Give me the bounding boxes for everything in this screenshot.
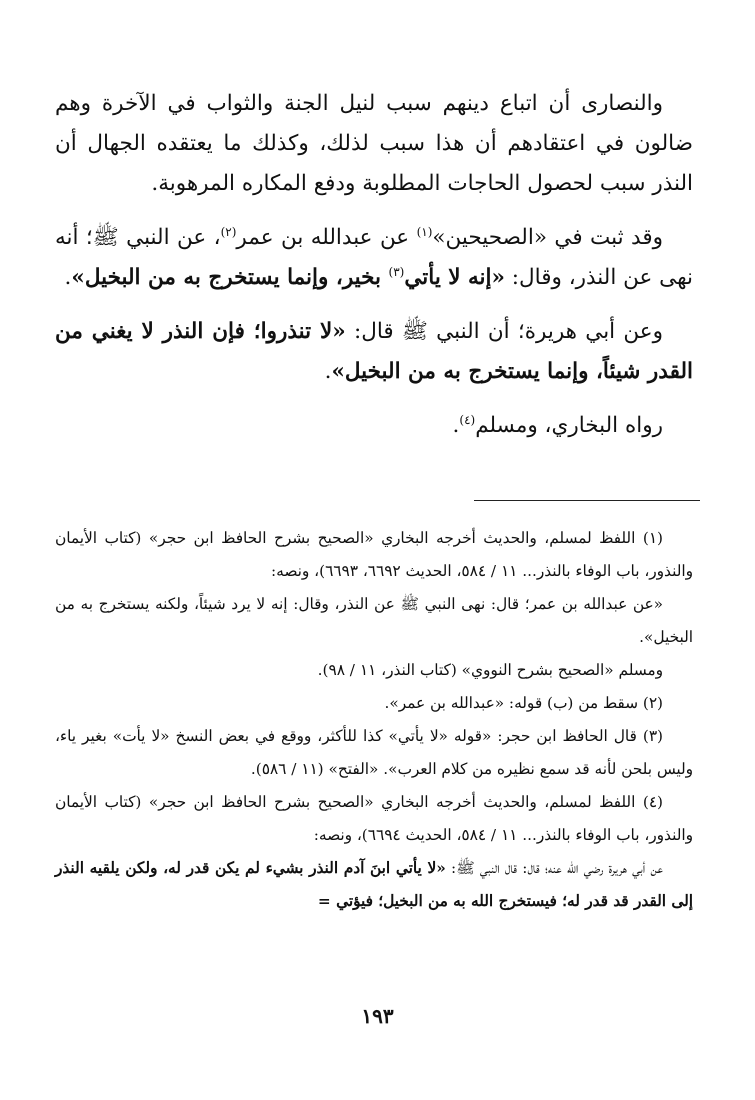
footnote-4-quote-intro: عن أبي هريرة رضي الله عنه؛ قال: قال النبي ﷺ: [445,859,663,877]
footnote-2: (٢) سقط من (ب) قوله: «عبدالله بن عمر». [384,694,663,712]
paragraph-3-end: . [324,359,332,384]
hadith-quote-1b: بخير، وإنما يستخرج به من البخيل» [71,265,389,290]
paragraph-2 [55,218,693,298]
source-attribution: رواه البخاري، ومسلم [475,413,663,438]
footnote-ref-1[interactable]: (١) [416,224,433,239]
footnote-ref-3[interactable]: (٣) [388,264,405,279]
paragraph-2-end: . [64,265,72,290]
paragraph-4-end: . [452,413,460,438]
paragraph-4 [55,406,693,446]
main-text [55,84,693,446]
hadith-quote-1a: «إنه لا يأتي [404,265,505,290]
footnote-ref-2[interactable]: (٢) [220,224,237,239]
page-number: ١٩٣ [361,1004,394,1028]
footnotes [55,522,693,918]
footnote-ref-4[interactable]: (٤) [459,412,476,427]
footnote-4: (٤) اللفظ لمسلم، والحديث أخرجه البخاري «الصحيح بشرح الحافظ ابن حجر» (كتاب الأيمان والنذور، باب الوفاء بالنذر... ١١ / ٥٨٤، الحديث ٦٦٩٤)، ونصه: [55,793,693,844]
footnote-1-quote: «عن عبدالله بن عمر؛ قال: نهى النبي ﷺ عن النذر، وقال: إنه لا يرد شيئاً، ولكنه يستخرج به من البخيل». [55,595,693,646]
footnote-1: (١) اللفظ لمسلم، والحديث أخرجه البخاري «الصحيح بشرح الحافظ ابن حجر» (كتاب الأيمان والنذور، باب الوفاء بالنذر... ١١ / ٥٨٤، الحديث ٦٦٩٢، ٦٦٩٣)، ونصه: [55,529,693,580]
paragraph-2-narrator: عن عبدالله بن عمر [236,225,417,250]
footnote-divider [474,500,700,501]
footnote-4-hadith: «لا يأتي ابنَ آدم النذر بشيء لم يكن قدر له، ولكن يلقيه النذر إلى القدر قد قدر له؛ فيستخرج الله به من البخيل؛ فيؤتي = [55,859,693,910]
footnote-3: (٣) قال الحافظ ابن حجر: «قوله «لا يأتي» كذا للأكثر، ووقع في بعض النسخ «لا يأت» بغير ياء، وليس بلحن لأنه قد سمع نظيره من كلام العرب». «الفتح» (١١ / ٥٨٦). [55,727,693,778]
hadith-quote-2: «لا تنذروا؛ فإن النذر لا يغني من القدر شيئاً، وإنما يستخرج به من البخيل» [55,319,693,384]
paragraph-2-context: ، عن النبي ﷺ؛ أنه نهى عن النذر، وقال: [55,225,693,290]
paragraph-2-intro: وقد ثبت في «الصحيحين» [432,225,664,250]
footnote-4-quote [55,852,693,918]
paragraph-3-intro: وعن أبي هريرة؛ أن النبي ﷺ قال: [345,319,663,344]
paragraph-3 [55,312,693,392]
paragraph-1: والنصارى أن اتباع دينهم سبب لنيل الجنة والثواب في الآخرة وهم ضالون في اعتقادهم أن هذا سبب لذلك، وكذلك ما يعتقده الجهال أن النذر سبب لحصول الحاجات المطلوبة ودفع المكاره المرهوبة. [55,91,693,196]
footnote-1-muslim: ومسلم «الصحيح بشرح النووي» (كتاب النذر، ١١ / ٩٨). [317,661,663,679]
